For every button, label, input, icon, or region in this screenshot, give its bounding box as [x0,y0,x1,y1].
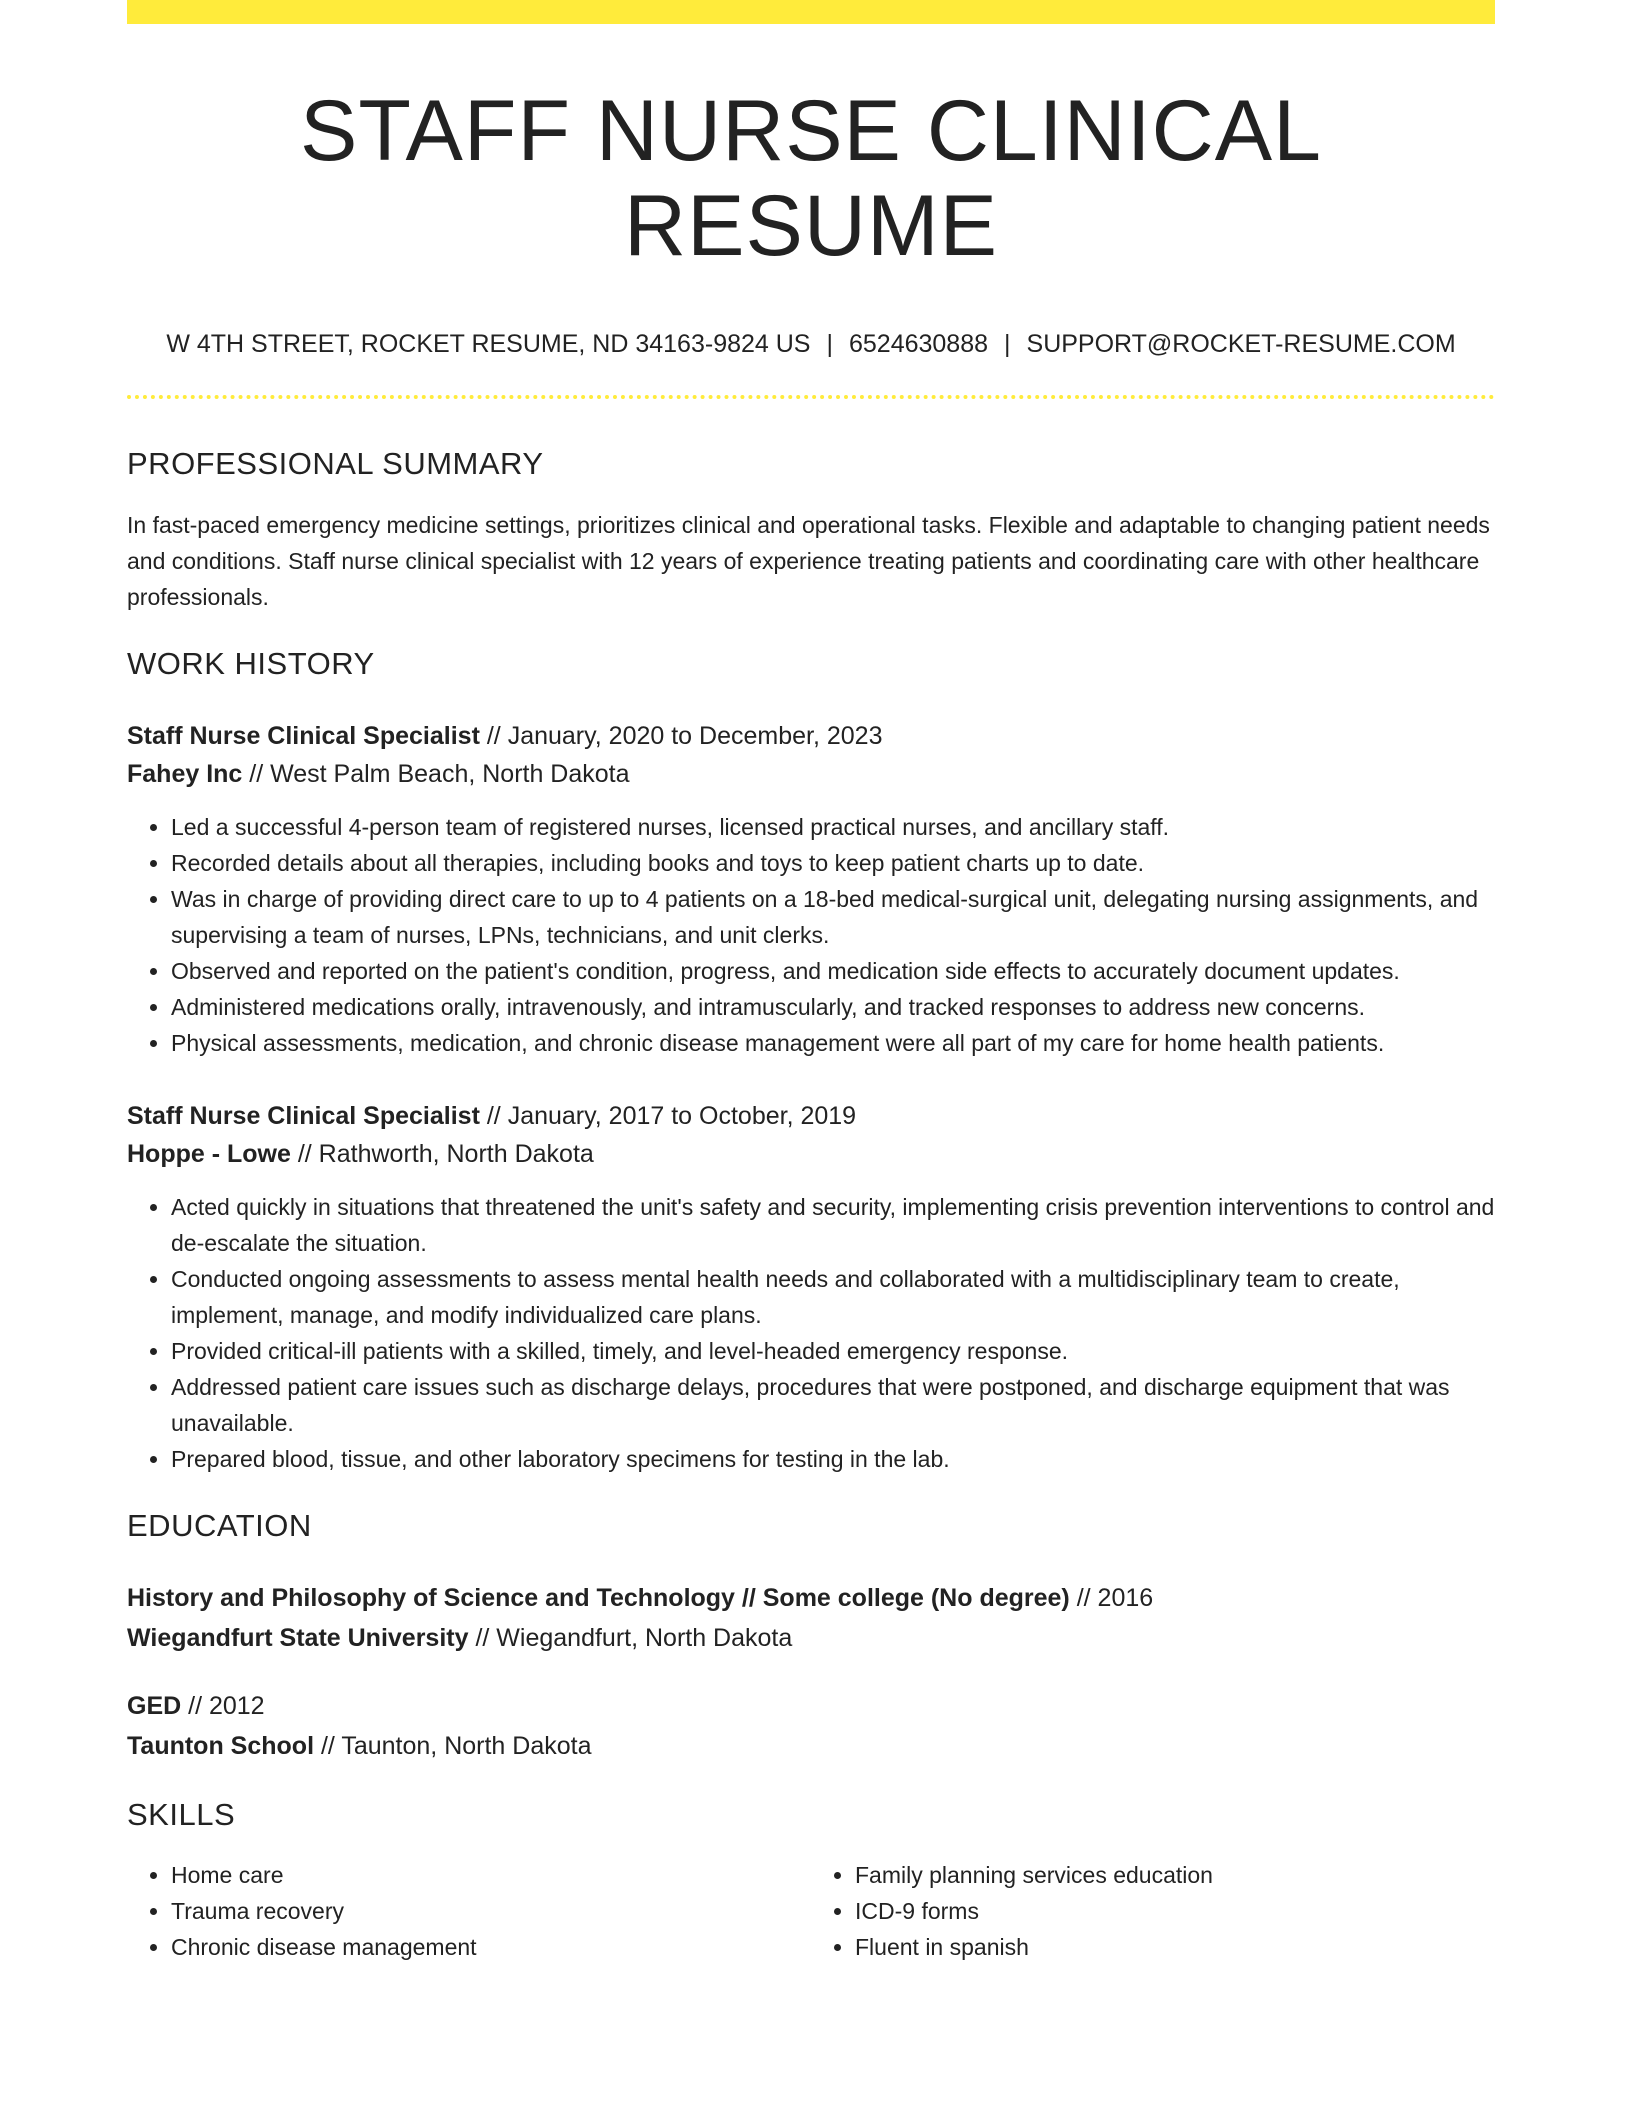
job-role: Staff Nurse Clinical Specialist [127,721,480,750]
skills-column-right [811,1857,1495,1965]
job-bullet: • Prepared blood, tissue, and other laboratory specimens for testing in the lab. [171,1441,1495,1477]
work-history-heading: WORK HISTORY [127,646,375,682]
skill-item: • Fluent in spanish [855,1929,1495,1965]
job-company: Fahey Inc [127,759,243,788]
skills-column-left [127,1857,811,1965]
job-title-line [127,1097,1495,1135]
job-bullet: • Observed and reported on the patient's condition, progress, and medication side effects to accurately document updates. [171,953,1495,989]
job-bullet: • Physical assessments, medication, and chronic disease management were all part of my care for home health patients. [171,1025,1495,1061]
job-bullet: • Was in charge of providing direct care to up to 4 patients on a 18-bed medical-surgical unit, delegating nursing assignments, and supervising a team of nurses, LPNs, technicians, and unit clerks. [171,881,1495,953]
contact-phone: 6524630888 [848,330,989,359]
job-bullet: • Recorded details about all therapies, including books and toys to keep patient charts up to date. [171,845,1495,881]
job-bullet: • Conducted ongoing assessments to assess mental health needs and collaborated with a multidisciplinary team to create, implement, manage, and modify individualized care plans. [171,1261,1495,1333]
accent-bar [127,0,1495,24]
education-year: // 2016 [1069,1583,1154,1612]
education-degree: History and Philosophy of Science and Technology // Some college (No degree) [127,1583,1070,1612]
skill-item: • Family planning services education [855,1857,1495,1893]
education-degree-line [127,1578,1495,1618]
skill-item: • Home care [171,1857,811,1893]
skills-heading: SKILLS [127,1796,236,1832]
contact-line [127,329,1495,359]
job-entry [127,717,1495,1061]
education-entry [127,1686,1495,1766]
job-bullets [127,809,1495,1061]
education-year: // 2012 [181,1691,265,1720]
job-bullet: • Administered medications orally, intravenously, and intramuscularly, and tracked responses to address new concerns. [171,989,1495,1025]
job-location: // Rathworth, North Dakota [290,1139,594,1168]
job-company-line [127,1135,1495,1173]
education-location: // Taunton, North Dakota [314,1731,592,1760]
job-dates: // January, 2017 to October, 2019 [479,1101,857,1130]
resume-title: STAFF NURSE CLINICAL RESUME [300,83,1322,274]
job-dates: // January, 2020 to December, 2023 [479,721,883,750]
education-school-line [127,1726,1495,1766]
job-bullet: • Acted quickly in situations that threatened the unit's safety and security, implementing crisis prevention interventions to control and de-escalate the situation. [171,1189,1495,1261]
education-entry [127,1578,1495,1658]
contact-address: W 4TH STREET, ROCKET RESUME, ND 34163-9824 US [166,330,811,359]
job-role: Staff Nurse Clinical Specialist [127,1101,480,1130]
contact-separator: | [826,330,833,359]
education-degree-line [127,1686,1495,1726]
job-location: // West Palm Beach, North Dakota [242,759,630,788]
job-company-line [127,755,1495,793]
job-bullet: • Provided critical-ill patients with a skilled, timely, and level-headed emergency response. [171,1333,1495,1369]
resume-page [127,0,1495,1965]
job-bullets [127,1189,1495,1477]
job-bullet: • Led a successful 4-person team of registered nurses, licensed practical nurses, and ancillary staff. [171,809,1495,845]
job-company: Hoppe - Lowe [127,1139,291,1168]
education-degree: GED [127,1691,182,1720]
summary-text: In fast-paced emergency medicine settings, prioritizes clinical and operational tasks. Flexible and adaptable to changing patient needs and conditions. Staff nurse clinical specialist with 12 years of experience treating patients and coordinating care with other healthcare professionals. [127,512,1490,611]
job-bullet: • Addressed patient care issues such as discharge delays, procedures that were postponed, and discharge equipment that was unavailable. [171,1369,1495,1441]
dotted-divider [127,395,1495,399]
contact-email: SUPPORT@ROCKET-RESUME.COM [1026,330,1456,359]
job-entry [127,1097,1495,1477]
summary-heading: PROFESSIONAL SUMMARY [127,446,544,482]
skill-item: • Trauma recovery [171,1893,811,1929]
skills-grid [127,1857,1495,1965]
education-location: // Wiegandfurt, North Dakota [468,1623,793,1652]
job-title-line [127,717,1495,755]
education-heading: EDUCATION [127,1507,312,1543]
contact-separator: | [1004,330,1011,359]
skill-item: • ICD-9 forms [855,1893,1495,1929]
education-school-line [127,1618,1495,1658]
education-school: Taunton School [127,1731,315,1760]
skill-item: • Chronic disease management [171,1929,811,1965]
education-school: Wiegandfurt State University [127,1623,469,1652]
